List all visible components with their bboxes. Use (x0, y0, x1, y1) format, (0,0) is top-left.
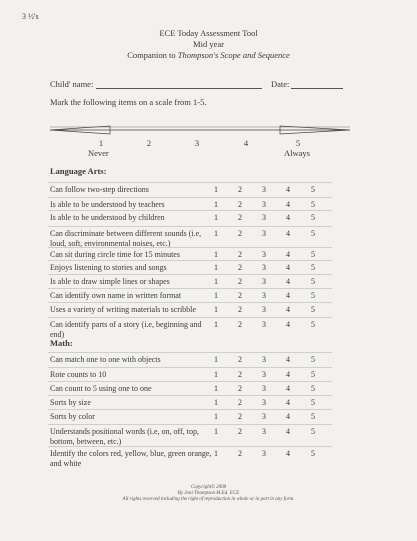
rating-option-4[interactable]: 4 (286, 229, 290, 238)
assessment-item-text: Sorts by size (50, 398, 91, 407)
rating-option-1[interactable]: 1 (214, 398, 218, 407)
row-separator (48, 274, 332, 275)
rating-option-3[interactable]: 3 (262, 277, 266, 286)
rating-option-5[interactable]: 5 (311, 384, 315, 393)
rating-option-5[interactable]: 5 (311, 412, 315, 421)
rating-option-2[interactable]: 2 (238, 213, 242, 222)
rating-option-2[interactable]: 2 (238, 412, 242, 421)
rating-option-5[interactable]: 5 (311, 449, 315, 458)
row-separator (48, 381, 332, 382)
rating-option-3[interactable]: 3 (262, 250, 266, 259)
rating-option-4[interactable]: 4 (286, 185, 290, 194)
row-separator (48, 352, 332, 353)
assessment-item-text: Rote counts to 10 (50, 370, 107, 379)
child-name-label: Child' name: (50, 79, 94, 89)
rating-option-5[interactable]: 5 (311, 277, 315, 286)
instruction-text: Mark the following items on a scale from 1-5. (50, 97, 207, 107)
assessment-item-text: Can follow two-step directions (50, 185, 149, 194)
rating-option-4[interactable]: 4 (286, 200, 290, 209)
rating-option-5[interactable]: 5 (311, 355, 315, 364)
rating-option-3[interactable]: 3 (262, 449, 266, 458)
rating-option-5[interactable]: 5 (311, 213, 315, 222)
rating-option-3[interactable]: 3 (262, 291, 266, 300)
scale-arrow (50, 125, 350, 135)
scale-high-label: Always (284, 148, 310, 158)
rating-option-1[interactable]: 1 (214, 412, 218, 421)
rating-option-5[interactable]: 5 (311, 305, 315, 314)
rating-option-4[interactable]: 4 (286, 250, 290, 259)
rating-option-4[interactable]: 4 (286, 398, 290, 407)
rating-option-2[interactable]: 2 (238, 250, 242, 259)
rating-option-4[interactable]: 4 (286, 412, 290, 421)
rating-option-3[interactable]: 3 (262, 263, 266, 272)
assessment-item-text: Can identify own name in written format (50, 291, 182, 300)
rating-option-1[interactable]: 1 (214, 449, 218, 458)
rating-option-3[interactable]: 3 (262, 213, 266, 222)
rating-option-4[interactable]: 4 (286, 277, 290, 286)
section-title: Language Arts: (50, 166, 107, 176)
rating-option-5[interactable]: 5 (311, 229, 315, 238)
rating-option-2[interactable]: 2 (238, 320, 242, 329)
rating-option-3[interactable]: 3 (262, 427, 266, 436)
row-separator (48, 424, 332, 425)
rating-option-4[interactable]: 4 (286, 449, 290, 458)
rating-option-2[interactable]: 2 (238, 370, 242, 379)
rating-option-3[interactable]: 3 (262, 412, 266, 421)
section-title: Math: (50, 338, 73, 348)
row-separator (48, 260, 332, 261)
companion-prefix: Companion to (127, 50, 178, 60)
date-label: Date: (271, 79, 290, 89)
rating-option-5[interactable]: 5 (311, 291, 315, 300)
rating-option-1[interactable]: 1 (214, 250, 218, 259)
rating-option-4[interactable]: 4 (286, 291, 290, 300)
row-separator (48, 182, 332, 183)
row-separator (48, 197, 332, 198)
assessment-item-text: Understands positional words (i.e, on, off, top, bottom, between, etc.) (50, 427, 199, 446)
assessment-item-text: Is able to draw simple lines or shapes (50, 277, 170, 286)
row-separator (48, 302, 332, 303)
rating-option-2[interactable]: 2 (238, 200, 242, 209)
rating-option-1[interactable]: 1 (214, 291, 218, 300)
row-separator (48, 226, 332, 227)
assessment-item-text: Uses a variety of writing materials to scribble (50, 305, 196, 314)
age-label: 3 ½'s (22, 12, 39, 21)
author-line: By Joni Thompson M.Ed. ECE (177, 491, 240, 496)
rating-option-5[interactable]: 5 (311, 263, 315, 272)
rating-option-3[interactable]: 3 (262, 229, 266, 238)
rating-option-3[interactable]: 3 (262, 305, 266, 314)
assessment-item-text: Can count to 5 using one to one (50, 384, 152, 393)
row-separator (48, 317, 332, 318)
rating-option-5[interactable]: 5 (311, 250, 315, 259)
row-separator (48, 395, 332, 396)
row-separator (48, 210, 332, 211)
row-separator (48, 288, 332, 289)
scale-number-1: 1 (98, 138, 104, 148)
scale-number-4: 4 (243, 138, 249, 148)
assessment-item-text: Can discriminate between different sounds (i.e, loud, soft, environmental noises, etc.) (50, 229, 202, 248)
rating-option-2[interactable]: 2 (238, 263, 242, 272)
rating-option-4[interactable]: 4 (286, 355, 290, 364)
rating-option-4[interactable]: 4 (286, 263, 290, 272)
rating-option-5[interactable]: 5 (311, 200, 315, 209)
rating-option-5[interactable]: 5 (311, 427, 315, 436)
rating-option-1[interactable]: 1 (214, 229, 218, 238)
rating-option-1[interactable]: 1 (214, 305, 218, 314)
rating-option-5[interactable]: 5 (311, 370, 315, 379)
companion-line (0, 50, 417, 60)
rating-option-5[interactable]: 5 (311, 398, 315, 407)
rating-option-2[interactable]: 2 (238, 229, 242, 238)
rating-option-1[interactable]: 1 (214, 427, 218, 436)
rating-option-2[interactable]: 2 (238, 185, 242, 194)
rating-option-2[interactable]: 2 (238, 277, 242, 286)
rating-option-3[interactable]: 3 (262, 320, 266, 329)
rating-option-2[interactable]: 2 (238, 427, 242, 436)
assessment-item-text: Can sit during circle time for 15 minutes (50, 250, 180, 259)
rights-line: All rights reserved including the right of reproduction in whole or in part in any form. (122, 497, 295, 502)
rating-option-4[interactable]: 4 (286, 370, 290, 379)
rating-option-1[interactable]: 1 (214, 355, 218, 364)
rating-option-4[interactable]: 4 (286, 213, 290, 222)
rating-option-1[interactable]: 1 (214, 213, 218, 222)
rating-option-5[interactable]: 5 (311, 320, 315, 329)
rating-option-4[interactable]: 4 (286, 305, 290, 314)
rating-option-3[interactable]: 3 (262, 370, 266, 379)
rating-option-4[interactable]: 4 (286, 384, 290, 393)
rating-option-1[interactable]: 1 (214, 277, 218, 286)
page-title: ECE Today Assessment Tool (159, 28, 258, 38)
rating-option-3[interactable]: 3 (262, 384, 266, 393)
copyright-line: Copyright© 2008 (190, 485, 227, 490)
scale-number-5: 5 (295, 138, 301, 148)
page-subtitle: Mid year (193, 39, 224, 49)
assessment-item-text: Is able to be understood by children (50, 213, 165, 222)
rating-option-2[interactable]: 2 (238, 291, 242, 300)
row-separator (48, 409, 332, 410)
scale-number-2: 2 (146, 138, 152, 148)
row-separator (48, 446, 332, 447)
rating-option-3[interactable]: 3 (262, 398, 266, 407)
rating-option-2[interactable]: 2 (238, 305, 242, 314)
row-separator (48, 247, 332, 248)
rating-option-1[interactable]: 1 (214, 384, 218, 393)
assessment-item-text: Is able to be understood by teachers (50, 200, 165, 209)
row-separator (48, 367, 332, 368)
assessment-item-text: Can identify parts of a story (i.e, beginning and end) (50, 320, 202, 339)
scale-number-3: 3 (194, 138, 200, 148)
assessment-item-text: Sorts by color (50, 412, 95, 421)
rating-option-5[interactable]: 5 (311, 185, 315, 194)
rating-option-3[interactable]: 3 (262, 355, 266, 364)
rating-option-2[interactable]: 2 (238, 398, 242, 407)
assessment-item-text: Can match one to one with objects (50, 355, 161, 364)
scale-low-label: Never (88, 148, 109, 158)
rating-option-1[interactable]: 1 (214, 263, 218, 272)
rating-option-3[interactable]: 3 (262, 200, 266, 209)
rating-option-1[interactable]: 1 (214, 370, 218, 379)
rating-option-1[interactable]: 1 (214, 185, 218, 194)
rating-option-2[interactable]: 2 (238, 355, 242, 364)
assessment-item-text: Identify the colors red, yellow, blue, green orange, and white (50, 449, 212, 468)
child-name-field[interactable] (96, 88, 262, 89)
assessment-item-text: Enjoys listening to stories and songs (50, 263, 167, 272)
rating-option-4[interactable]: 4 (286, 427, 290, 436)
rating-option-2[interactable]: 2 (238, 449, 242, 458)
companion-book-title: Thompson's Scope and Sequence (177, 50, 290, 60)
rating-option-1[interactable]: 1 (214, 200, 218, 209)
rating-option-1[interactable]: 1 (214, 320, 218, 329)
date-field[interactable] (291, 88, 343, 89)
rating-option-3[interactable]: 3 (262, 185, 266, 194)
rating-option-4[interactable]: 4 (286, 320, 290, 329)
rating-option-2[interactable]: 2 (238, 384, 242, 393)
